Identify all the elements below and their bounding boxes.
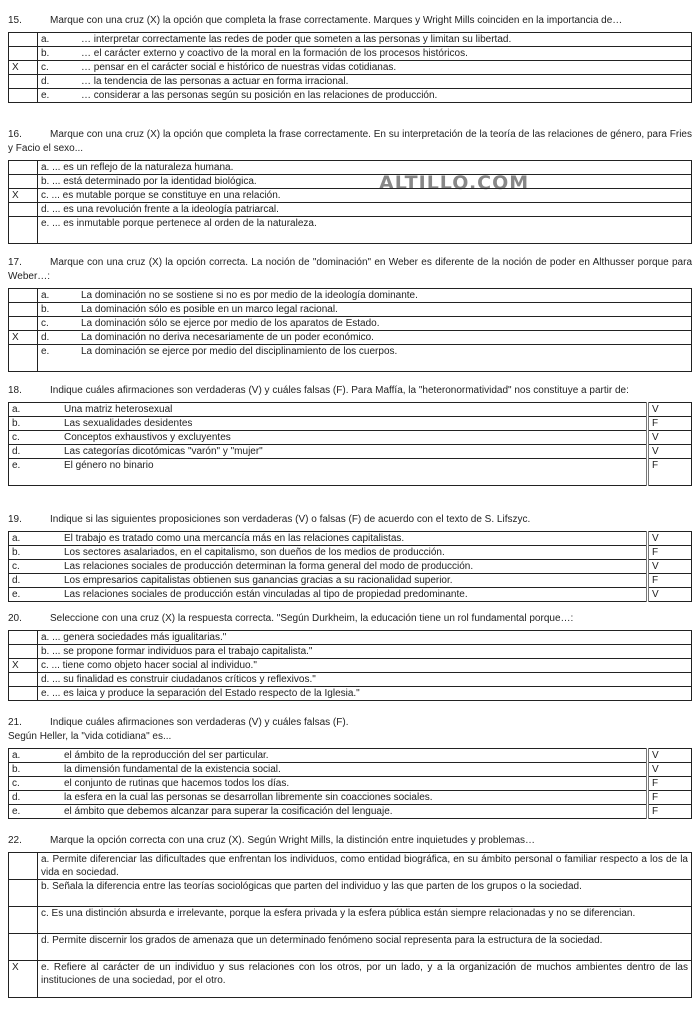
- question-22: [8, 834, 692, 998]
- option-row: [9, 317, 692, 331]
- option-text: e. Refiere al carácter de un individuo y sus relaciones con los otros, por un lado, y a la organización de muchos ambientes dentro de las instituciones de una sociedad, por el otro.: [41, 962, 688, 986]
- option-text: b. ... se propone formar individuos para el trabajo capitalista.": [41, 646, 313, 657]
- option-row: [9, 880, 692, 907]
- option-row: [9, 459, 692, 486]
- question-number: 19.: [8, 514, 22, 525]
- option-row: [9, 47, 692, 61]
- option-row: [9, 588, 692, 602]
- answer-mark-cell[interactable]: [9, 161, 38, 175]
- answer-mark-cell[interactable]: [9, 203, 38, 217]
- question-prompt: [8, 14, 692, 28]
- option-text: b. ... está determinado por la identidad biológica.: [41, 176, 257, 187]
- option-text-cell: [9, 532, 648, 546]
- option-text-cell: [9, 431, 648, 445]
- option-letter: c.: [12, 561, 20, 572]
- true-false-answer-cell[interactable]: F: [648, 574, 692, 588]
- option-row: [9, 687, 692, 701]
- option-row: [9, 217, 692, 244]
- option-text-cell: [9, 777, 648, 791]
- option-row: [9, 345, 692, 372]
- question-number: 20.: [8, 613, 22, 624]
- option-text: La dominación no deriva necesariamente de un poder económico.: [81, 332, 374, 343]
- option-text: c. ... tiene como objeto hacer social al individuo.": [41, 660, 257, 671]
- option-row: [9, 546, 692, 560]
- option-text: Las relaciones sociales de producción están vinculadas al tipo de propiedad predominante.: [64, 589, 468, 600]
- option-text-cell: [38, 853, 692, 880]
- option-text-cell: [9, 546, 648, 560]
- option-letter: b.: [12, 547, 21, 558]
- option-text-cell: [38, 161, 692, 175]
- answer-mark-cell[interactable]: X: [9, 961, 38, 998]
- answer-mark-cell[interactable]: [9, 33, 38, 47]
- option-text-cell: [38, 33, 692, 47]
- option-text: El trabajo es tratado como una mercancía más en las relaciones capitalistas.: [64, 533, 405, 544]
- option-text: a. ... genera sociedades más igualitarias.": [41, 632, 227, 643]
- question-text: Marque con una cruz (X) la opción correcta. La noción de "dominación" en Weber es diferente de la noción de poder en Althusser porque para Weber…:: [8, 257, 692, 282]
- true-false-answer-cell[interactable]: V: [648, 445, 692, 459]
- option-text: Los empresarios capitalistas obtienen sus ganancias gracias a su racionalidad superior.: [64, 575, 453, 586]
- option-text-cell: [38, 217, 692, 244]
- options-table: [8, 288, 692, 372]
- option-text: Las relaciones sociales de producción determinan la forma general del modo de producción.: [64, 561, 474, 572]
- answer-mark-cell[interactable]: [9, 289, 38, 303]
- answer-mark-cell[interactable]: [9, 175, 38, 189]
- option-text: La dominación sólo es posible en un marco legal racional.: [81, 304, 338, 315]
- answer-mark-cell[interactable]: [9, 345, 38, 372]
- option-row: [9, 289, 692, 303]
- option-text: el ámbito de la reproducción del ser particular.: [64, 750, 269, 761]
- answer-mark-cell[interactable]: [9, 687, 38, 701]
- option-text-cell: [38, 345, 692, 372]
- option-row: [9, 89, 692, 103]
- true-false-answer-cell[interactable]: F: [648, 777, 692, 791]
- options-table: [8, 852, 692, 998]
- question-15: [8, 14, 692, 103]
- option-text: la dimensión fundamental de la existencia social.: [64, 764, 281, 775]
- watermark: ALTILLO.COM: [379, 172, 530, 194]
- question-prompt: [8, 128, 692, 156]
- question-subtext: Según Heller, la "vida cotidiana" es...: [8, 731, 172, 742]
- answer-mark-cell[interactable]: [9, 317, 38, 331]
- option-text: La dominación se ejerce por medio del disciplinamiento de los cuerpos.: [81, 346, 398, 357]
- option-text: … interpretar correctamente las redes de poder que someten a las personas y limitan su libertad.: [81, 34, 512, 45]
- option-row: [9, 203, 692, 217]
- option-text: … pensar en el carácter social e histórico de nuestras vidas cotidianas.: [81, 62, 397, 73]
- option-letter: a.: [41, 34, 50, 45]
- option-text-cell: [38, 203, 692, 217]
- question-18: [8, 384, 692, 486]
- answer-mark-cell[interactable]: [9, 89, 38, 103]
- option-text: … la tendencia de las personas a actuar en forma irracional.: [81, 76, 349, 87]
- option-text-cell: [9, 403, 648, 417]
- option-text-cell: [38, 673, 692, 687]
- option-letter: c.: [12, 778, 20, 789]
- option-row: [9, 417, 692, 431]
- option-letter: a.: [12, 404, 21, 415]
- option-text: d. Permite discernir los grados de amenaza que un determinado fenómeno social representa para la estructura de la sociedad.: [41, 935, 603, 946]
- option-text: La dominación sólo se ejerce por medio de los aparatos de Estado.: [81, 318, 380, 329]
- option-letter: d.: [41, 332, 50, 343]
- question-number: 18.: [8, 385, 22, 396]
- true-false-answer-cell[interactable]: V: [648, 532, 692, 546]
- question-20: [8, 612, 692, 701]
- option-text: a. Permite diferenciar las dificultades que enfrentan los individuos, como entidad biográfica, en su ámbito personal o familiar respecto a los de la vida en sociedad.: [41, 854, 688, 878]
- question-prompt: [8, 716, 692, 744]
- question-number: 22.: [8, 835, 22, 846]
- question-text: Indique si las siguientes proposiciones son verdaderas (V) o falsas (F) de acuerdo con el texto de S. Lifszyc.: [50, 514, 531, 525]
- true-false-answer-cell[interactable]: V: [648, 403, 692, 417]
- answer-mark-cell[interactable]: [9, 303, 38, 317]
- option-row: [9, 645, 692, 659]
- option-text-cell: [9, 417, 648, 431]
- question-number: 21.: [8, 717, 22, 728]
- question-17: [8, 256, 692, 372]
- answer-mark-cell[interactable]: [9, 47, 38, 61]
- option-text-cell: [9, 560, 648, 574]
- option-text: c. Es una distinción absurda e irrelevante, porque la esfera privada y la esfera pública están siempre relacionadas y no se diferencian.: [41, 908, 636, 919]
- option-text: e. ... es laica y produce la separación del Estado respecto de la Iglesia.": [41, 688, 360, 699]
- option-text: La dominación no se sostiene si no es por medio de la ideología dominante.: [81, 290, 418, 301]
- option-text: d. ... es una revolución frente a la ideología patriarcal.: [41, 204, 279, 215]
- option-text-cell: [38, 961, 692, 998]
- answer-mark-cell[interactable]: [9, 645, 38, 659]
- option-row: [9, 331, 692, 345]
- true-false-answer-cell[interactable]: V: [648, 560, 692, 574]
- question-number: 17.: [8, 257, 22, 268]
- option-text-cell: [38, 47, 692, 61]
- option-letter: a.: [12, 533, 21, 544]
- true-false-answer-cell[interactable]: F: [648, 805, 692, 819]
- option-text-cell: [38, 934, 692, 961]
- question-text: Marque con una cruz (X) la opción que completa la frase correctamente. Marques y Wright Mills coinciden en la importancia de…: [50, 15, 623, 26]
- option-text: c. ... es mutable porque se constituye en una relación.: [41, 190, 281, 201]
- option-text: … el carácter externo y coactivo de la moral en la formación de los procesos históricos.: [81, 48, 468, 59]
- option-text: e. ... es inmutable porque pertenece al orden de la naturaleza.: [41, 218, 317, 229]
- option-text-cell: [38, 61, 692, 75]
- option-row: [9, 574, 692, 588]
- option-text: El género no binario: [64, 460, 154, 471]
- question-number: 15.: [8, 15, 22, 26]
- option-row: [9, 303, 692, 317]
- option-row: [9, 445, 692, 459]
- option-row: [9, 763, 692, 777]
- option-text-cell: [9, 749, 648, 763]
- question-number: 16.: [8, 129, 22, 140]
- option-row: [9, 907, 692, 934]
- option-text: Las sexualidades desidentes: [64, 418, 193, 429]
- options-table: [8, 630, 692, 701]
- option-text: b. Señala la diferencia entre las teorías sociológicas que parten del individuo y las que parten de los grupos o la sociedad.: [41, 881, 582, 892]
- answer-mark-cell[interactable]: [9, 907, 38, 934]
- question-prompt: [8, 513, 692, 527]
- option-row: [9, 175, 692, 189]
- question-text: Marque con una cruz (X) la opción que completa la frase correctamente. En su interpretación de la teoría de las relaciones de género, para Fries y Facio el sexo...: [8, 129, 692, 154]
- option-row: [9, 777, 692, 791]
- question-19: [8, 513, 692, 602]
- option-row: [9, 532, 692, 546]
- option-letter: d.: [41, 76, 50, 87]
- option-text-cell: [38, 907, 692, 934]
- option-text-cell: [9, 445, 648, 459]
- question-prompt: [8, 256, 692, 284]
- question-21: [8, 716, 692, 819]
- option-text-cell: [38, 645, 692, 659]
- option-text-cell: [38, 687, 692, 701]
- option-row: [9, 75, 692, 89]
- question-text: Indique cuáles afirmaciones son verdaderas (V) y cuáles falsas (F).: [50, 717, 349, 728]
- options-table: [8, 531, 692, 602]
- option-text: Una matriz heterosexual: [64, 404, 173, 415]
- option-text: … considerar a las personas según su posición en las relaciones de producción.: [81, 90, 438, 101]
- option-row: [9, 189, 692, 203]
- option-text-cell: [9, 574, 648, 588]
- option-row: [9, 791, 692, 805]
- question-prompt: [8, 834, 692, 848]
- answer-mark-cell[interactable]: [9, 217, 38, 244]
- option-text-cell: [9, 459, 648, 486]
- true-false-answer-cell[interactable]: V: [648, 588, 692, 602]
- true-false-answer-cell[interactable]: V: [648, 749, 692, 763]
- options-table: [8, 32, 692, 103]
- option-text-cell: [38, 175, 692, 189]
- option-text: el conjunto de rutinas que hacemos todos los días.: [64, 778, 290, 789]
- question-text: Indique cuáles afirmaciones son verdaderas (V) y cuáles falsas (F). Para Maffía, la "heteronormatividad" nos constituye a partir de:: [50, 385, 629, 396]
- option-text: el ámbito que debemos alcanzar para superar la cosificación del lenguaje.: [64, 806, 393, 817]
- option-text-cell: [38, 631, 692, 645]
- option-text-cell: [9, 588, 648, 602]
- answer-mark-cell[interactable]: [9, 934, 38, 961]
- answer-mark-cell[interactable]: X: [9, 659, 38, 673]
- option-letter: d.: [12, 792, 21, 803]
- true-false-answer-cell[interactable]: F: [648, 546, 692, 560]
- option-letter: b.: [41, 304, 50, 315]
- answer-mark-cell[interactable]: [9, 673, 38, 687]
- option-letter: d.: [12, 575, 21, 586]
- true-false-answer-cell[interactable]: F: [648, 417, 692, 431]
- answer-mark-cell[interactable]: [9, 75, 38, 89]
- option-letter: c.: [12, 432, 20, 443]
- option-letter: b.: [12, 418, 21, 429]
- answer-mark-cell[interactable]: X: [9, 61, 38, 75]
- question-16: [8, 128, 692, 244]
- options-table: [8, 160, 692, 244]
- question-prompt: [8, 384, 692, 398]
- option-row: [9, 560, 692, 574]
- option-letter: b.: [12, 764, 21, 775]
- true-false-answer-cell[interactable]: V: [648, 763, 692, 777]
- question-text: Seleccione con una cruz (X) la respuesta correcta. "Según Durkheim, la educación tiene un rol fundamental porque…:: [50, 613, 574, 624]
- true-false-answer-cell[interactable]: F: [648, 791, 692, 805]
- option-text-cell: [9, 791, 648, 805]
- option-row: [9, 33, 692, 47]
- option-text-cell: [38, 303, 692, 317]
- option-row: [9, 61, 692, 75]
- option-text-cell: [38, 317, 692, 331]
- option-row: [9, 934, 692, 961]
- option-text: Conceptos exhaustivos y excluyentes: [64, 432, 231, 443]
- option-row: [9, 659, 692, 673]
- option-letter: e.: [12, 460, 21, 471]
- option-text-cell: [38, 75, 692, 89]
- option-text: Las categorías dicotómicas "varón" y "mujer": [64, 446, 263, 457]
- options-table: [8, 748, 692, 819]
- option-letter: d.: [12, 446, 21, 457]
- option-text-cell: [9, 763, 648, 777]
- answer-mark-cell[interactable]: [9, 631, 38, 645]
- option-text-cell: [38, 89, 692, 103]
- answer-mark-cell[interactable]: X: [9, 331, 38, 345]
- option-row: [9, 961, 692, 998]
- option-text: Los sectores asalariados, en el capitalismo, son dueños de los medios de producción.: [64, 547, 445, 558]
- option-text-cell: [38, 189, 692, 203]
- option-letter: e.: [41, 90, 50, 101]
- option-row: [9, 403, 692, 417]
- option-letter: e.: [12, 589, 21, 600]
- option-text: la esfera en la cual las personas se desarrollan libremente sin coacciones sociales.: [64, 792, 433, 803]
- option-letter: e.: [12, 806, 21, 817]
- option-text-cell: [38, 659, 692, 673]
- option-letter: c.: [41, 62, 49, 73]
- true-false-answer-cell[interactable]: V: [648, 431, 692, 445]
- option-text: a. ... es un reflejo de la naturaleza humana.: [41, 162, 234, 173]
- option-letter: c.: [41, 318, 49, 329]
- option-letter: a.: [41, 290, 50, 301]
- option-text-cell: [38, 331, 692, 345]
- option-letter: a.: [12, 750, 21, 761]
- option-row: [9, 161, 692, 175]
- option-row: [9, 749, 692, 763]
- question-prompt: [8, 612, 692, 626]
- option-row: [9, 805, 692, 819]
- option-row: [9, 631, 692, 645]
- option-row: [9, 431, 692, 445]
- option-text-cell: [38, 289, 692, 303]
- option-text-cell: [38, 880, 692, 907]
- option-letter: e.: [41, 346, 50, 357]
- option-text-cell: [9, 805, 648, 819]
- option-row: [9, 673, 692, 687]
- true-false-answer-cell[interactable]: F: [648, 459, 692, 486]
- options-table: [8, 402, 692, 486]
- option-text: d. ... su finalidad es construir ciudadanos críticos y reflexivos.": [41, 674, 316, 685]
- question-text: Marque la opción correcta con una cruz (X). Según Wright Mills, la distinción entre inquietudes y problemas…: [50, 835, 536, 846]
- option-letter: b.: [41, 48, 50, 59]
- answer-mark-cell[interactable]: X: [9, 189, 38, 203]
- answer-mark-cell[interactable]: [9, 880, 38, 907]
- answer-mark-cell[interactable]: [9, 853, 38, 880]
- option-row: [9, 853, 692, 880]
